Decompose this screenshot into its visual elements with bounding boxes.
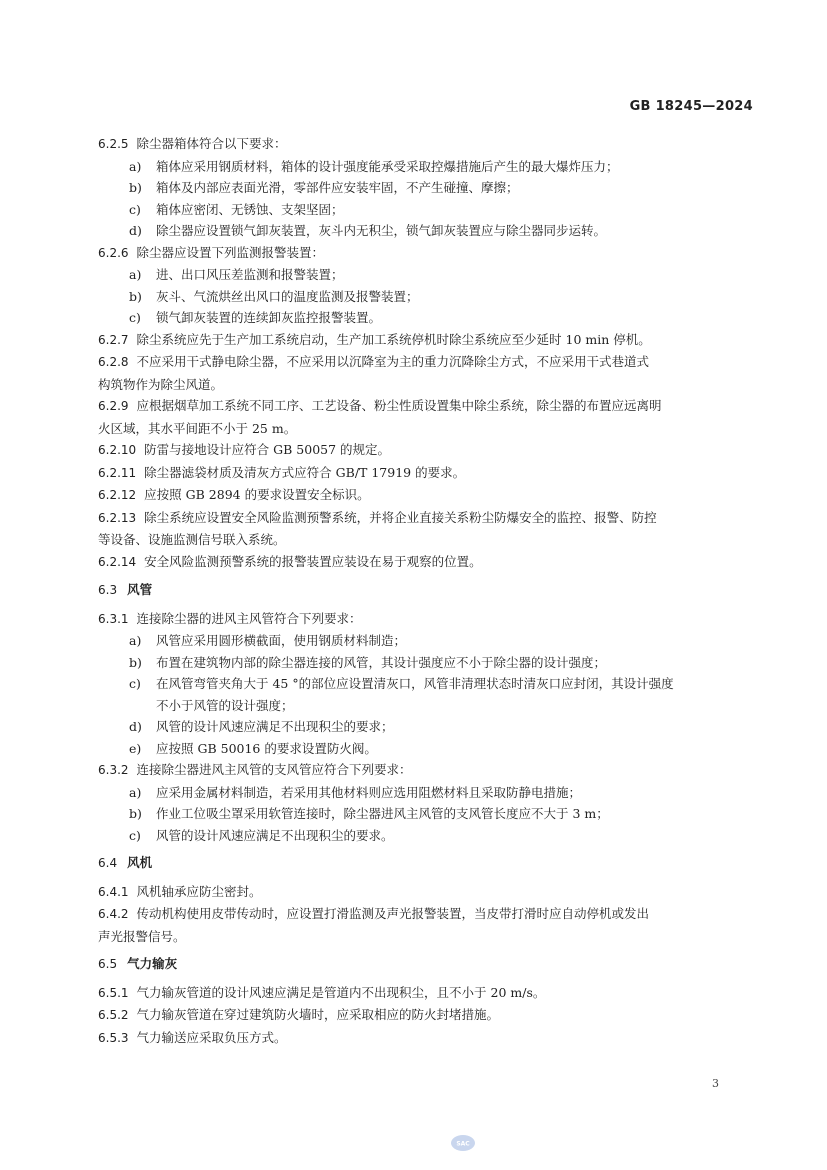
clause-text: 除尘系统应设置安全风险监测预警系统，并将企业直接关系粉尘防爆安全的监控、报警、防控 xyxy=(144,509,657,525)
clause-text: 应按照 GB 2894 的要求设置安全标识。 xyxy=(144,487,370,502)
clause-number: 6.4.2 xyxy=(98,907,129,921)
list-item-text: 除尘器应设置锁气卸灰装置，灰斗内无积尘，锁气卸灰装置应与除尘器同步运转。 xyxy=(156,223,607,238)
section-title: 气力输灰 xyxy=(127,956,178,971)
section-number: 6.4 xyxy=(98,856,118,870)
clause-number: 6.4.1 xyxy=(98,884,129,899)
clause-text: 防雷与接地设计应符合 GB 50057 的规定。 xyxy=(144,442,391,457)
clause-text: 除尘器滤袋材质及清灰方式应符合 GB/T 17919 的要求。 xyxy=(144,464,466,480)
list-item-text: 箱体及内部应表面光滑，零部件应安装牢固，不产生碰撞、摩擦； xyxy=(156,180,519,195)
list-item-label: c) xyxy=(129,201,141,217)
clause-text: 风机轴承应防尘密封。 xyxy=(136,883,262,899)
section-number: 6.3 xyxy=(98,583,118,597)
list-item-label: a) xyxy=(129,158,142,174)
list-item-text: 作业工位吸尘罩采用软管连接时，除尘器进风主风管的支风管长度应不大于 3 m； xyxy=(156,806,609,821)
list-item xyxy=(98,156,748,178)
clause-text: 连接除尘器进风主风管的支风管应符合下列要求： xyxy=(136,762,412,777)
clause-paragraph xyxy=(98,551,748,574)
list-item xyxy=(98,673,748,695)
list-item-label: c) xyxy=(129,676,141,691)
clause-text: 应根据烟草加工系统不同工序、工艺设备、粉尘性质设置集中除尘系统，除尘器的布置应远离明 xyxy=(136,398,662,413)
section-title: 风机 xyxy=(127,855,153,870)
clause-paragraph xyxy=(98,133,748,156)
section-heading xyxy=(98,953,748,976)
clause-text: 安全风险监测预警系统的报警装置应装设在易于观察的位置。 xyxy=(144,553,482,569)
clause-number: 6.3.2 xyxy=(98,763,129,777)
clause-paragraph xyxy=(98,351,748,374)
list-item-text: 进、出口风压差监测和报警装置； xyxy=(156,267,344,282)
clause-text: 气力输送应采取负压方式。 xyxy=(136,1029,287,1045)
clause-paragraph xyxy=(98,242,748,265)
list-item-label: b) xyxy=(129,654,142,670)
list-item xyxy=(98,803,748,825)
list-item-text: 风管的设计风速应满足不出现积尘的要求； xyxy=(156,719,394,734)
list-item-label: e) xyxy=(129,740,142,756)
clause-number: 6.2.13 xyxy=(98,510,137,525)
clause-text: 除尘器应设置下列监测报警装置： xyxy=(136,244,325,260)
clause-text: 连接除尘器的进风主风管符合下列要求： xyxy=(136,610,362,626)
paragraph-continuation: 声光报警信号。 xyxy=(98,928,186,944)
clause-text: 气力输灰管道的设计风速应满足是管道内不出现积尘，且不小于 20 m/s。 xyxy=(136,984,546,1000)
list-item xyxy=(98,264,748,286)
sac-logo-icon xyxy=(450,1133,476,1153)
list-item xyxy=(98,652,748,674)
list-item xyxy=(98,738,748,760)
list-item xyxy=(98,630,748,652)
clause-text: 除尘系统应先于生产加工系统启动，生产加工系统停机时除尘系统应至少延时 10 min 停机。 xyxy=(136,331,651,347)
list-item-label: a) xyxy=(129,267,142,282)
list-item-label: c) xyxy=(129,827,141,843)
clause-text: 除尘器箱体符合以下要求： xyxy=(136,136,287,151)
clause-paragraph xyxy=(98,439,748,462)
list-item-text: 箱体应采用钢质材料，箱体的设计强度能承受采取控爆措施后产生的最大爆炸压力； xyxy=(156,158,619,174)
document-body xyxy=(98,133,748,1049)
clause-text: 不应采用干式静电除尘器，不应采用以沉降室为主的重力沉降除尘方式，不应采用干式巷道式 xyxy=(136,354,650,369)
paragraph-continuation: 等设备、设施监测信号联入系统。 xyxy=(98,532,286,547)
page-number: 3 xyxy=(712,1077,719,1090)
paragraph-continuation: 火区域，其水平间距不小于 25 m。 xyxy=(98,420,297,436)
section-title: 风管 xyxy=(127,582,153,597)
list-item xyxy=(98,716,748,738)
list-item-text: 箱体应密闭、无锈蚀、支架坚固； xyxy=(156,201,344,217)
clause-number: 6.2.11 xyxy=(98,465,137,480)
clause-number: 6.2.14 xyxy=(98,554,137,569)
clause-text: 气力输灰管道在穿过建筑防火墙时，应采取相应的防火封堵措施。 xyxy=(136,1007,500,1022)
list-item-text: 应按照 GB 50016 的要求设置防火阀。 xyxy=(156,740,377,756)
list-item-text: 风管的设计风速应满足不出现积尘的要求。 xyxy=(156,827,394,843)
list-item xyxy=(98,286,748,308)
list-item-label: b) xyxy=(129,288,142,304)
clause-number: 6.3.1 xyxy=(98,611,129,626)
list-item-text: 在风管弯管夹角大于 45 °的部位应设置清灰口，风管非清理状态时清灰口应封闭，其设计强度 xyxy=(156,676,674,691)
clause-paragraph xyxy=(98,1027,748,1050)
list-item xyxy=(98,220,748,242)
clause-number: 6.5.3 xyxy=(98,1030,129,1045)
clause-number: 6.2.7 xyxy=(98,332,129,347)
list-item-label: d) xyxy=(129,223,142,238)
clause-paragraph xyxy=(98,608,748,631)
list-item-label: d) xyxy=(129,719,142,734)
list-item xyxy=(98,782,748,804)
clause-paragraph xyxy=(98,329,748,352)
svg-text:SAC: SAC xyxy=(456,1140,470,1148)
list-item xyxy=(98,307,748,329)
clause-number: 6.2.9 xyxy=(98,399,129,413)
list-item xyxy=(98,825,748,847)
clause-number: 6.5.1 xyxy=(98,985,129,1000)
clause-paragraph xyxy=(98,1004,748,1027)
clause-number: 6.2.6 xyxy=(98,245,129,260)
clause-number: 6.2.8 xyxy=(98,355,129,369)
list-item-label: a) xyxy=(129,784,142,800)
list-item-text: 锁气卸灰装置的连续卸灰监控报警装置。 xyxy=(156,310,382,325)
list-item-text: 风管应采用圆形横截面，使用钢质材料制造； xyxy=(156,633,407,648)
clause-number: 6.2.12 xyxy=(98,488,137,502)
standard-code-header: GB 18245—2024 xyxy=(629,99,753,114)
list-item-label: b) xyxy=(129,180,142,195)
section-number: 6.5 xyxy=(98,957,118,971)
clause-paragraph xyxy=(98,881,748,904)
list-item-text: 布置在建筑物内部的除尘器连接的风管，其设计强度应不小于除尘器的设计强度； xyxy=(156,654,607,670)
paragraph-continuation: 构筑物作为除尘风道。 xyxy=(98,376,224,392)
clause-paragraph xyxy=(98,462,748,485)
clause-number: 6.2.10 xyxy=(98,443,137,457)
section-heading xyxy=(98,579,748,602)
list-item xyxy=(98,199,748,221)
list-item-label: a) xyxy=(129,633,142,648)
clause-number: 6.5.2 xyxy=(98,1008,129,1022)
clause-number: 6.2.5 xyxy=(98,137,129,151)
clause-paragraph xyxy=(98,903,748,926)
section-heading xyxy=(98,852,748,875)
clause-paragraph xyxy=(98,982,748,1005)
clause-paragraph xyxy=(98,395,748,418)
list-item xyxy=(98,177,748,199)
list-item-label: b) xyxy=(129,806,142,821)
list-item-text: 应采用金属材料制造，若采用其他材料则应选用阻燃材料且采取防静电措施； xyxy=(156,784,582,800)
clause-paragraph xyxy=(98,759,748,782)
list-item-continuation: 不小于风管的设计强度； xyxy=(156,697,294,713)
list-item-text: 灰斗、气流烘丝出风口的温度监测及报警装置； xyxy=(156,288,419,304)
list-item-label: c) xyxy=(129,310,141,325)
clause-text: 传动机构使用皮带传动时，应设置打滑监测及声光报警装置，当皮带打滑时应自动停机或发出 xyxy=(136,906,650,921)
clause-paragraph xyxy=(98,484,748,507)
clause-paragraph xyxy=(98,507,748,530)
